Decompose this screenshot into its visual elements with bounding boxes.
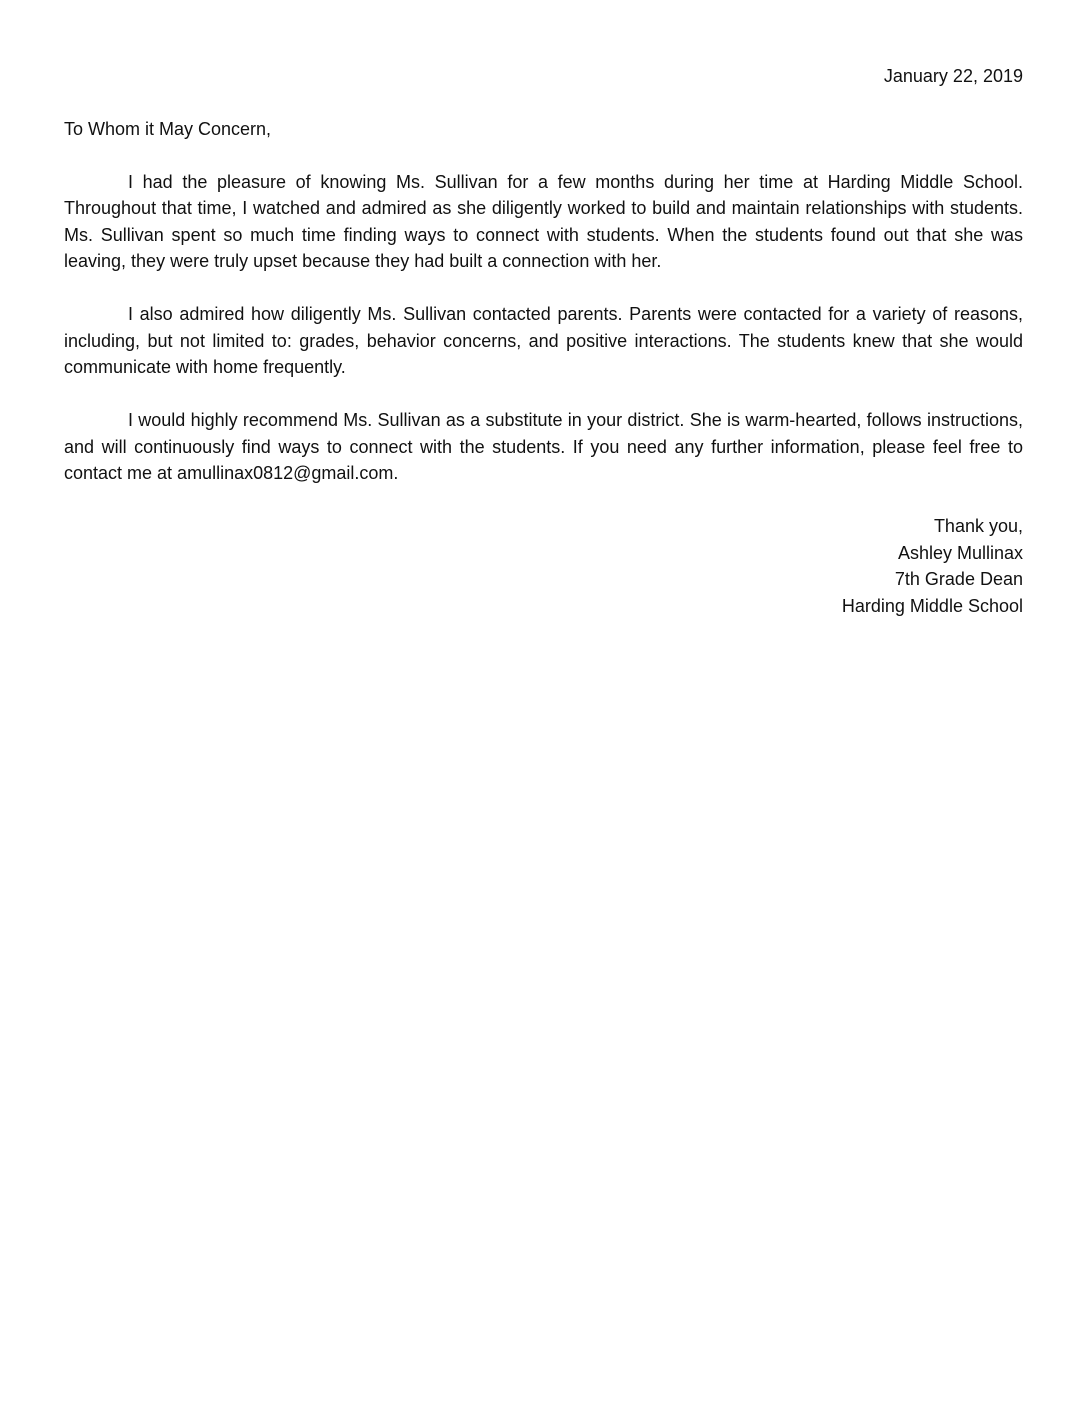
- signature-block: [64, 513, 1023, 619]
- signer-name: Ashley Mullinax: [897, 542, 1023, 563]
- body-paragraph: I would highly recommend Ms. Sullivan as a substitute in your district. She is warm-hearted, follows instructions, and will continuously find ways to connect with the students. If you need any further information, please feel free to contact me at amullinax0812@gmail.com.: [64, 410, 1023, 483]
- letter-date: January 22, 2019: [883, 66, 1023, 86]
- recommendation-letter: [64, 63, 1023, 619]
- body-paragraph: I had the pleasure of knowing Ms. Sullivan for a few months during her time at Harding Middle School. Throughout that time, I watched and admired as she diligently worked to build and maintain relationships with students. Ms. Sullivan spent so much time finding ways to connect with students. When the students found out that she was leaving, they were truly upset because they had built a connection with her.: [64, 171, 1023, 271]
- salutation: To Whom it May Concern,: [64, 118, 272, 139]
- body-paragraph: I also admired how diligently Ms. Sullivan contacted parents. Parents were contacted for a variety of reasons, including, but not limited to: grades, behavior concerns, and positive interactions. The students knew that she would communicate with home frequently.: [64, 304, 1023, 377]
- sign-off: Thank you,: [933, 516, 1023, 536]
- signer-organization: Harding Middle School: [841, 595, 1023, 616]
- signer-title: 7th Grade Dean: [894, 569, 1023, 589]
